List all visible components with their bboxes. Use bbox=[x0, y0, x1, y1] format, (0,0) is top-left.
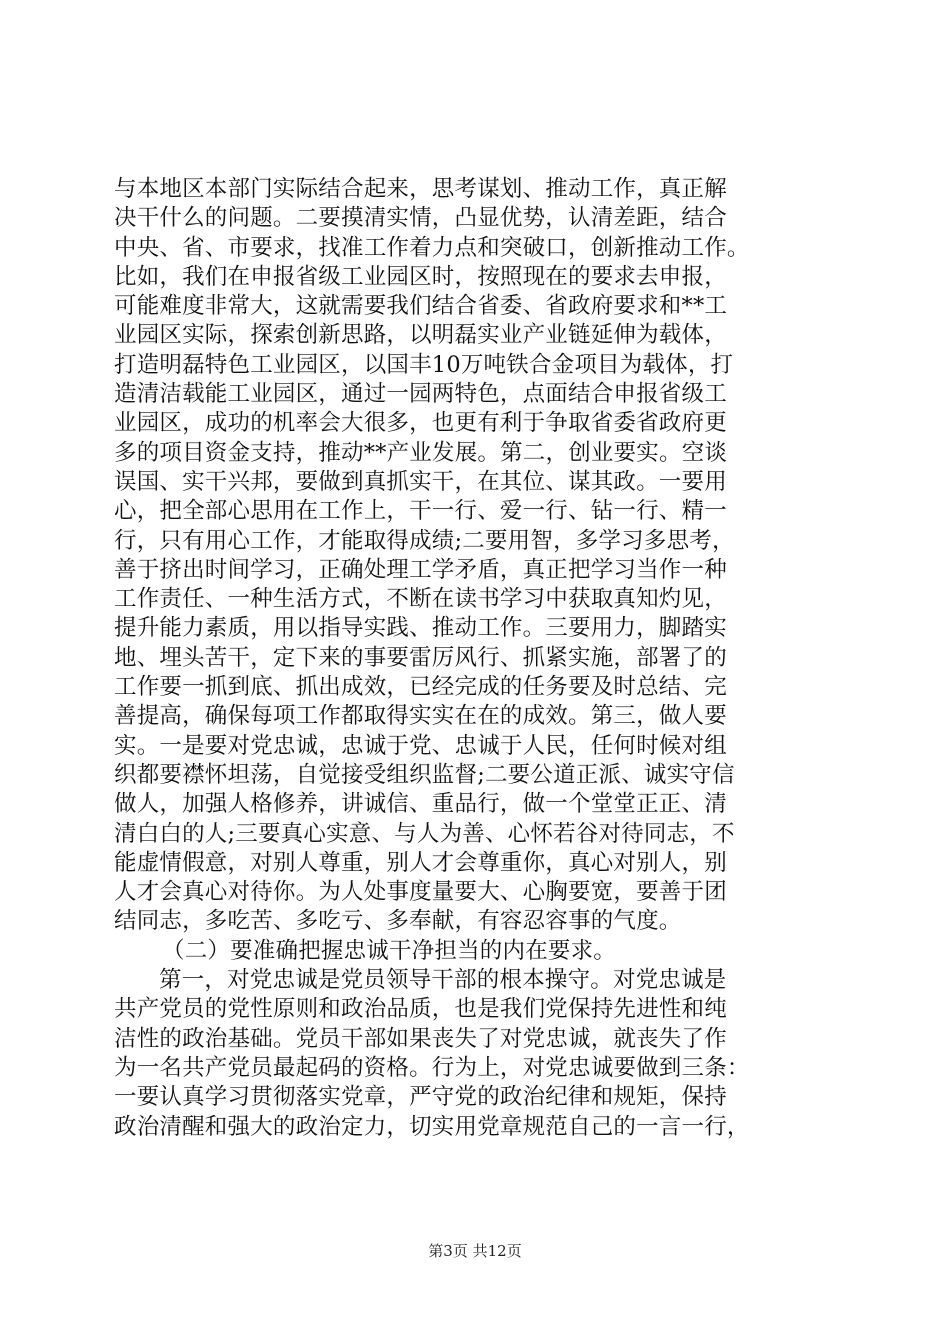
text-line: 业园区，成功的机率会大很多，也更有利于争取省委省政府更 bbox=[114, 410, 727, 437]
text-line: 误国、实干兴邦，要做到真抓实干，在其位、谋其政。一要用 bbox=[114, 468, 727, 495]
text-line: 业园区实际，探索创新思路，以明磊实业产业链延伸为载体， bbox=[114, 322, 727, 349]
text-line: 洁性的政治基础。党员干部如果丧失了对党忠诚，就丧失了作 bbox=[114, 1025, 727, 1052]
text-line: 政治清醒和强大的政治定力，切实用党章规范自己的一言一行， bbox=[114, 1113, 750, 1140]
text-line: 善提高，确保每项工作都取得实实在在的成效。第三，做人要 bbox=[114, 703, 727, 730]
text-line: 与本地区本部门实际结合起来，思考谋划、推动工作，真正解 bbox=[114, 176, 727, 202]
page-number-footer: 第3页 共12页 bbox=[428, 1242, 522, 1260]
text-line: 第一，对党忠诚是党员领导干部的根本操守。对党忠诚是 bbox=[159, 967, 727, 994]
text-line: 中央、省、市要求，找准工作着力点和突破口，创新推动工作。 bbox=[114, 234, 750, 261]
text-line: 心，把全部心思用在工作上，干一行、爱一行、钻一行、精一 bbox=[114, 498, 727, 525]
text-line: 决干什么的问题。二要摸清实情，凸显优势，认清差距，结合 bbox=[114, 205, 727, 232]
text-line: 工作要一抓到底、抓出成效，已经完成的任务要及时总结、完 bbox=[114, 674, 727, 701]
text-line: 能虚情假意，对别人尊重，别人才会尊重你，真心对别人，别 bbox=[114, 849, 727, 876]
text-line: 多的项目资金支持，推动**产业发展。第二，创业要实。空谈 bbox=[114, 439, 728, 466]
text-line: 打造明磊特色工业园区，以国丰10万吨铁合金项目为载体，打 bbox=[114, 351, 734, 378]
text-line: 比如，我们在申报省级工业园区时，按照现在的要求去申报， bbox=[114, 263, 727, 290]
text-line: 可能难度非常大，这就需要我们结合省委、省政府要求和**工 bbox=[114, 293, 728, 320]
text-line: 人才会真心对待你。为人处事度量要大、心胸要宽，要善于团 bbox=[114, 879, 727, 906]
text-line: 结同志，多吃苦、多吃亏、多奉献，有容忍容事的气度。 bbox=[114, 908, 682, 935]
text-line: 地、埋头苦干，定下来的事要雷厉风行、抓紧实施，部署了的 bbox=[114, 644, 727, 671]
text-line: 为一名共产党员最起码的资格。行为上，对党忠诚要做到三条： bbox=[114, 1054, 750, 1081]
text-line: 清白白的人;三要真心实意、与人为善、心怀若谷对待同志，不 bbox=[114, 820, 735, 847]
text-line: 工作责任、一种生活方式，不断在读书学习中获取真知灼见， bbox=[114, 586, 727, 613]
text-line: 共产党员的党性原则和政治品质，也是我们党保持先进性和纯 bbox=[114, 996, 727, 1023]
document-body bbox=[114, 175, 844, 1142]
text-line: 善于挤出时间学习，正确处理工学矛盾，真正把学习当作一种 bbox=[114, 556, 727, 583]
text-line: 提升能力素质，用以指导实践、推动工作。三要用力，脚踏实 bbox=[114, 615, 727, 642]
text-line: 实。一是要对党忠诚，忠诚于党、忠诚于人民，任何时候对组 bbox=[114, 732, 727, 759]
text-line: 行，只有用心工作，才能取得成绩;二要用智，多学习多思考， bbox=[114, 527, 735, 554]
text-line: 造清洁载能工业园区，通过一园两特色，点面结合申报省级工 bbox=[114, 381, 727, 408]
text-line: 织都要襟怀坦荡，自觉接受组织监督;二要公道正派、诚实守信 bbox=[114, 761, 735, 788]
text-line: 一要认真学习贯彻落实党章，严守党的政治纪律和规矩，保持 bbox=[114, 1084, 727, 1111]
text-line: 做人，加强人格修养，讲诚信、重品行，做一个堂堂正正、清 bbox=[114, 791, 727, 818]
text-line: （二）要准确把握忠诚干净担当的内在要求。 bbox=[162, 937, 617, 964]
